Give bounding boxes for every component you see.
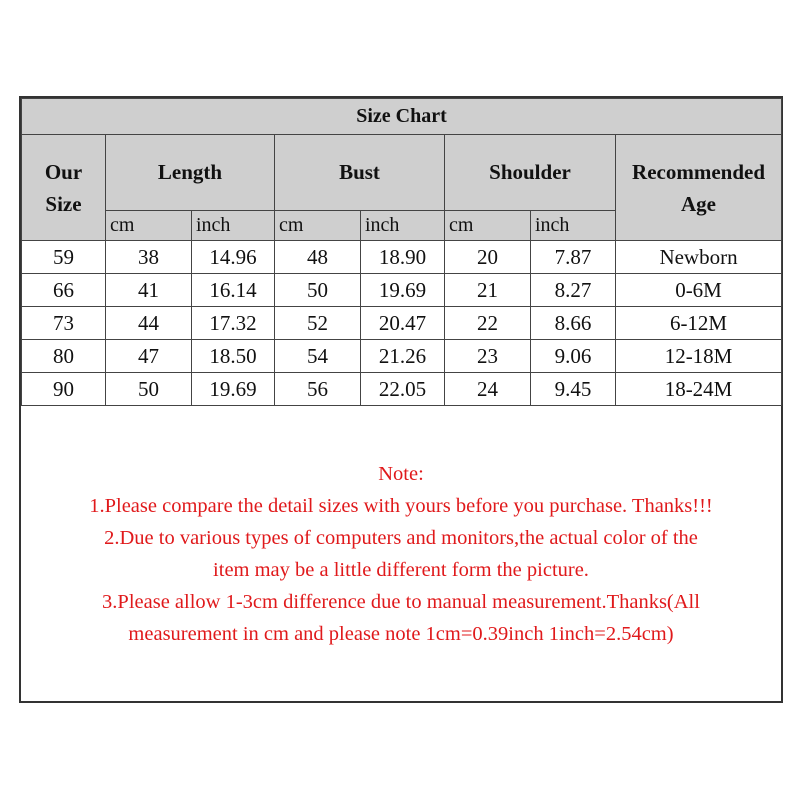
note-line-2: 2.Due to various types of computers and monitors,the actual color of the (104, 527, 698, 549)
header-recommended-age (616, 135, 782, 241)
cell-shoulder-cm: 23 (445, 340, 531, 373)
length-cm-unit: cm (106, 211, 192, 241)
cell-our-size: 90 (22, 373, 106, 406)
cell-length-cm: 50 (106, 373, 192, 406)
cell-shoulder-cm: 22 (445, 307, 531, 340)
cell-our-size: 66 (22, 274, 106, 307)
header-bust: Bust (275, 135, 445, 211)
header-age-line1: Recommended (632, 159, 766, 184)
cell-shoulder-cm: 24 (445, 373, 531, 406)
chart-title: Size Chart (22, 99, 782, 135)
cell-shoulder-inch: 9.45 (531, 373, 616, 406)
shoulder-inch-unit: inch (531, 211, 616, 241)
header-our-size-line1: Our (44, 159, 83, 184)
cell-shoulder-inch: 7.87 (531, 241, 616, 274)
cell-shoulder-inch: 8.66 (531, 307, 616, 340)
cell-shoulder-cm: 20 (445, 241, 531, 274)
cell-recommended-age: 18-24M (616, 373, 782, 406)
header-length: Length (106, 135, 275, 211)
cell-length-cm: 47 (106, 340, 192, 373)
length-inch-unit: inch (192, 211, 275, 241)
cell-bust-inch: 18.90 (361, 241, 445, 274)
table-row (22, 241, 782, 274)
cell-our-size: 73 (22, 307, 106, 340)
cell-length-inch: 19.69 (192, 373, 275, 406)
cell-recommended-age: 6-12M (616, 307, 782, 340)
cell-shoulder-inch: 9.06 (531, 340, 616, 373)
bust-cm-unit: cm (275, 211, 361, 241)
cell-recommended-age: 0-6M (616, 274, 782, 307)
cell-length-inch: 18.50 (192, 340, 275, 373)
note-line-3: item may be a little different form the picture. (213, 559, 589, 581)
header-shoulder: Shoulder (445, 135, 616, 211)
size-rows (22, 241, 782, 406)
header-age-line2: Age (681, 191, 717, 216)
header-our-size (22, 135, 106, 241)
cell-bust-inch: 19.69 (361, 274, 445, 307)
table-row (22, 373, 782, 406)
bust-inch-unit: inch (361, 211, 445, 241)
table-row (22, 340, 782, 373)
cell-bust-cm: 52 (275, 307, 361, 340)
cell-our-size: 59 (22, 241, 106, 274)
cell-bust-cm: 50 (275, 274, 361, 307)
size-chart-table (21, 98, 782, 406)
cell-length-inch: 17.32 (192, 307, 275, 340)
shoulder-cm-unit: cm (445, 211, 531, 241)
cell-length-cm: 38 (106, 241, 192, 274)
table-row (22, 274, 782, 307)
cell-bust-cm: 54 (275, 340, 361, 373)
cell-bust-cm: 56 (275, 373, 361, 406)
note-line-1: 1.Please compare the detail sizes with yours before you purchase. Thanks!!! (89, 495, 713, 517)
note-line-5: measurement in cm and please note 1cm=0.39inch 1inch=2.54cm) (128, 623, 674, 645)
cell-length-inch: 16.14 (192, 274, 275, 307)
cell-bust-cm: 48 (275, 241, 361, 274)
size-chart-sheet (19, 96, 783, 703)
note-line-4: 3.Please allow 1-3cm difference due to manual measurement.Thanks(All (102, 591, 700, 613)
notes-block (21, 458, 781, 650)
cell-bust-inch: 21.26 (361, 340, 445, 373)
cell-bust-inch: 20.47 (361, 307, 445, 340)
note-heading: Note: (378, 463, 424, 485)
table-row (22, 307, 782, 340)
header-our-size-line2: Size (45, 191, 82, 216)
cell-length-inch: 14.96 (192, 241, 275, 274)
cell-length-cm: 44 (106, 307, 192, 340)
cell-recommended-age: Newborn (616, 241, 782, 274)
cell-shoulder-inch: 8.27 (531, 274, 616, 307)
cell-length-cm: 41 (106, 274, 192, 307)
cell-bust-inch: 22.05 (361, 373, 445, 406)
cell-our-size: 80 (22, 340, 106, 373)
cell-recommended-age: 12-18M (616, 340, 782, 373)
cell-shoulder-cm: 21 (445, 274, 531, 307)
